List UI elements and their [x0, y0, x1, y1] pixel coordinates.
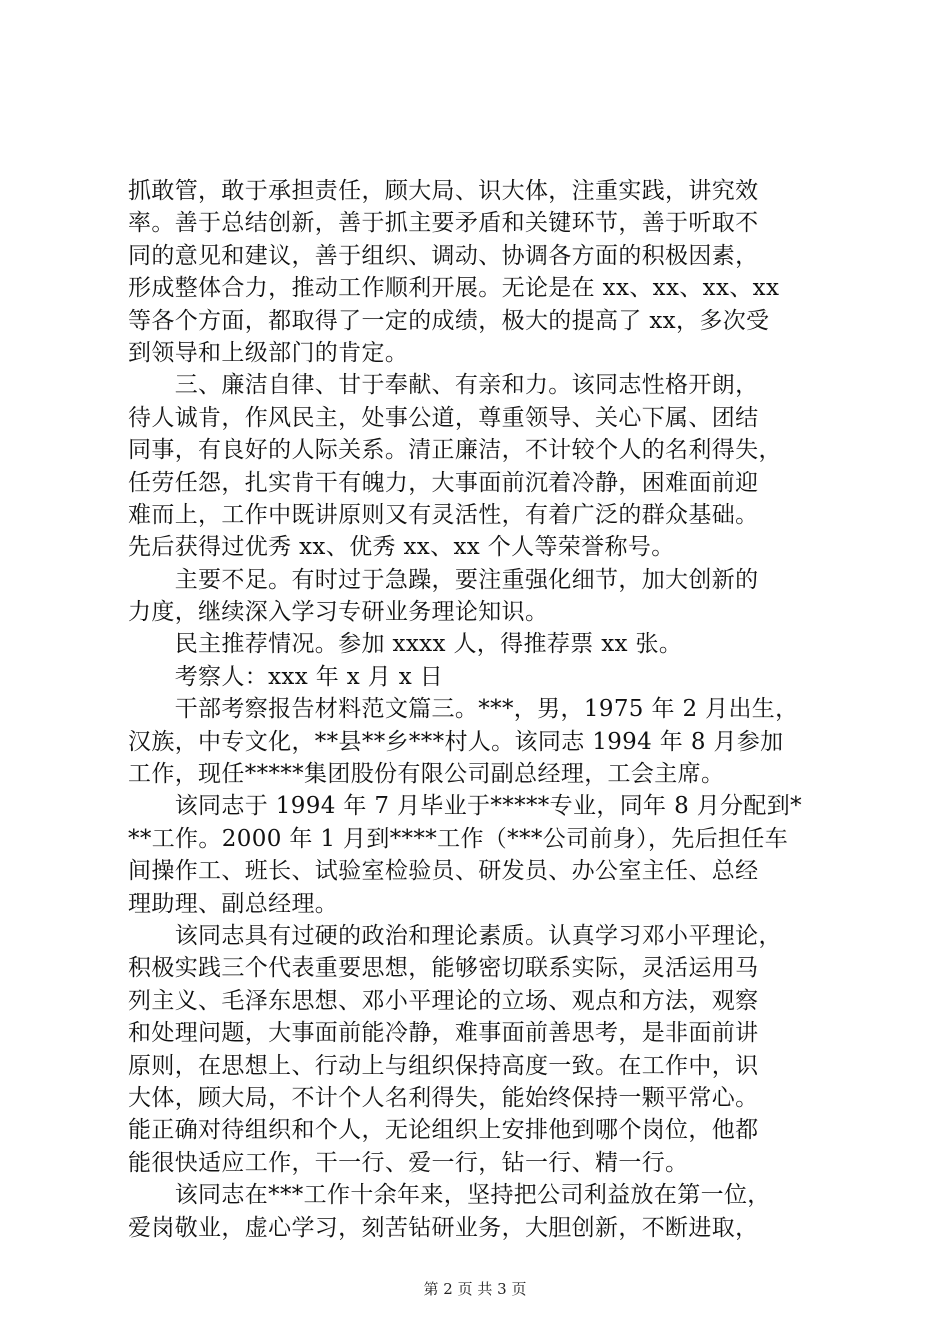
text-line: 率。善于总结创新，善于抓主要矛盾和关键环节，善于听取不: [128, 210, 759, 237]
text-line: 主要不足。有时过于急躁，要注重强化细节，加大创新的: [128, 566, 759, 593]
text-line: 考察人：xxx 年 x 月 x 日: [128, 663, 444, 690]
text-line: **工作。2000 年 1 月到****工作（***公司前身），先后担任车: [128, 825, 789, 852]
text-line: 待人诚肯，作风民主，处事公道，尊重领导、关心下属、团结: [128, 404, 759, 431]
text-line: 大体，顾大局，不计个人名利得失，能始终保持一颗平常心。: [128, 1084, 759, 1111]
text-line: 汉族，中专文化，**县**乡***村人。该同志 1994 年 8 月参加: [128, 728, 784, 755]
text-line: 原则，在思想上、行动上与组织保持高度一致。在工作中，识: [128, 1052, 759, 1079]
text-line: 先后获得过优秀 xx、优秀 xx、xx 个人等荣誉称号。: [128, 534, 675, 561]
text-line: 三、廉洁自律、甘于奉献、有亲和力。该同志性格开朗，: [128, 372, 759, 399]
text-line: 同的意见和建议，善于组织、调动、协调各方面的积极因素，: [128, 242, 759, 269]
text-line: 能很快适应工作，干一行、爱一行，钻一行、精一行。: [128, 1149, 689, 1176]
text-line: 和处理问题，大事面前能冷静，难事面前善思考，是非面前讲: [128, 1020, 759, 1047]
text-line: 难而上，工作中既讲原则又有灵活性，有着广泛的群众基础。: [128, 501, 759, 528]
text-line: 间操作工、班长、试验室检验员、研发员、办公室主任、总经: [128, 858, 759, 885]
text-line: 该同志具有过硬的政治和理论素质。认真学习邓小平理论，: [128, 922, 782, 949]
page-footer: 第 2 页 共 3 页: [423, 1280, 527, 1298]
text-line: 等各个方面，都取得了一定的成绩，极大的提高了 xx，多次受: [128, 307, 770, 334]
text-line: 爱岗敬业，虚心学习，刻苦钻研业务，大胆创新，不断进取，: [128, 1214, 759, 1241]
text-line: 该同志于 1994 年 7 月毕业于*****专业，同年 8 月分配到*: [128, 793, 802, 820]
text-line: 工作，现任*****集团股份有限公司副总经理，工会主席。: [128, 761, 725, 788]
document-body: [128, 175, 833, 1244]
text-line: 同事，有良好的人际关系。清正廉洁，不计较个人的名利得失，: [128, 437, 782, 464]
text-line: 到领导和上级部门的肯定。: [128, 339, 409, 366]
text-line: 理助理、副总经理。: [128, 890, 339, 917]
text-line: 力度，继续深入学习专研业务理论知识。: [128, 599, 549, 626]
text-line: 抓敢管，敢于承担责任，顾大局、识大体，注重实践，讲究效: [128, 178, 759, 204]
text-line: 列主义、毛泽东思想、邓小平理论的立场、观点和方法，观察: [128, 987, 759, 1014]
text-line: 该同志在***工作十余年来，坚持把公司利益放在第一位，: [128, 1182, 771, 1209]
text-line: 民主推荐情况。参加 xxxx 人，得推荐票 xx 张。: [128, 631, 683, 658]
text-line: 形成整体合力，推动工作顺利开展。无论是在 xx、xx、xx、xx: [128, 275, 780, 302]
text-line: 干部考察报告材料范文篇三。***，男，1975 年 2 月出生，: [128, 696, 799, 723]
text-line: 能正确对待组织和个人，无论组织上安排他到哪个岗位，他都: [128, 1117, 759, 1144]
text-line: 积极实践三个代表重要思想，能够密切联系实际，灵活运用马: [128, 955, 759, 982]
text-line: 任劳任怨，扎实肯干有魄力，大事面前沉着冷静，困难面前迎: [128, 469, 759, 496]
